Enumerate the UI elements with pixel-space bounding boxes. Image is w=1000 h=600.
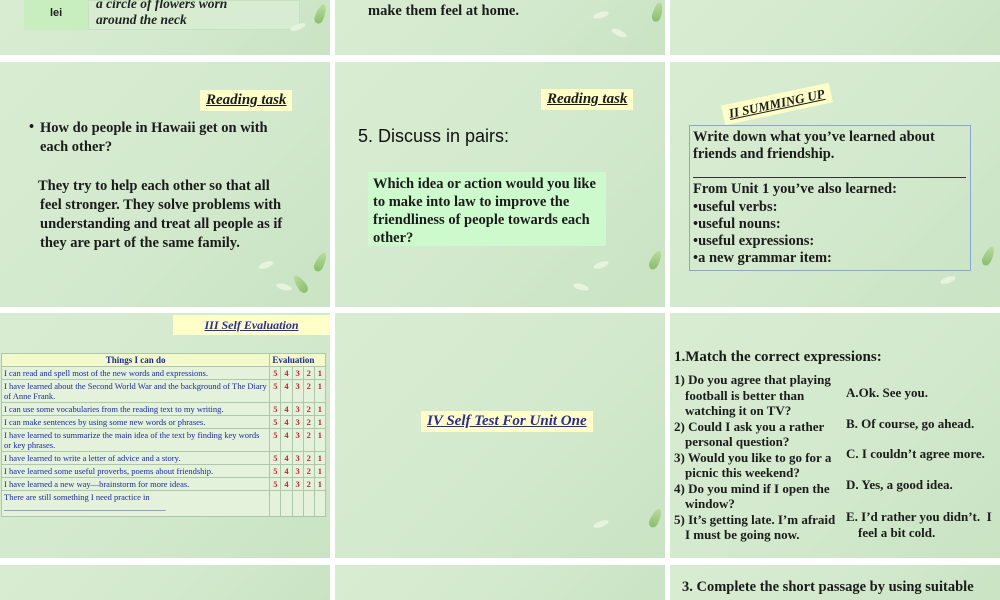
leaf-decoration <box>313 3 328 25</box>
summing-line-7: •a new grammar item: <box>693 250 832 266</box>
reading-task-tag: Reading task <box>200 90 292 111</box>
score-1[interactable]: 1 <box>314 452 325 465</box>
discuss-line-3: friendliness of people towards each <box>373 212 590 228</box>
leaf-decoration <box>291 273 310 295</box>
discuss-line-1: Which idea or action would you like <box>373 176 596 192</box>
summing-line-3: From Unit 1 you’ve also learned: <box>693 181 897 197</box>
evaluation-header: Evaluation <box>270 354 326 367</box>
table-row <box>2 380 326 403</box>
summing-divider <box>693 177 966 178</box>
answer-b: B. Of course, go ahead. <box>846 416 975 431</box>
score-1[interactable]: 1 <box>314 465 325 478</box>
score-3[interactable]: 3 <box>292 380 303 403</box>
empty-cell <box>303 491 314 517</box>
table-row <box>2 452 326 465</box>
slide-bottom-left <box>0 565 330 600</box>
score-5[interactable]: 5 <box>270 465 281 478</box>
slide-vocabulary <box>0 0 330 55</box>
answer-line-1: They try to help each other so that all <box>38 178 270 194</box>
score-4[interactable]: 4 <box>281 452 292 465</box>
answer-line-3: understanding and treat all people as if <box>40 216 283 232</box>
score-1[interactable]: 1 <box>314 403 325 416</box>
answer-a: A.Ok. See you. <box>846 385 928 400</box>
discuss-line-2: to make into law to improve the <box>373 194 570 210</box>
score-4[interactable]: 4 <box>281 429 292 452</box>
score-2[interactable]: 2 <box>303 429 314 452</box>
answer-d: D. Yes, a good idea. <box>846 477 953 492</box>
answer-c: C. I couldn’t agree more. <box>846 446 985 461</box>
complete-passage-text: 3. Complete the short passage by using suitable <box>682 579 974 595</box>
score-2[interactable]: 2 <box>303 465 314 478</box>
score-5[interactable]: 5 <box>270 452 281 465</box>
score-1[interactable]: 1 <box>314 416 325 429</box>
summing-line-1: Write down what you’ve learned about <box>693 129 935 145</box>
score-1[interactable]: 1 <box>314 429 325 452</box>
table-header-row <box>2 354 326 367</box>
petal-decoration <box>592 518 609 529</box>
score-2[interactable]: 2 <box>303 380 314 403</box>
question-2-line-2: personal question? <box>685 434 790 449</box>
petal-decoration <box>592 259 609 270</box>
score-2[interactable]: 2 <box>303 478 314 491</box>
summing-line-2: friends and friendship. <box>693 146 835 162</box>
answer-e-line-2: feel a bit cold. <box>858 525 936 540</box>
score-3[interactable]: 3 <box>292 452 303 465</box>
row-item: I have learned some useful proverbs, poems about friendship. <box>2 465 270 478</box>
slide-top-right <box>670 0 1000 55</box>
table-row <box>2 465 326 478</box>
definition-line-2: around the neck <box>96 12 187 27</box>
things-header: Things I can do <box>2 354 270 367</box>
petal-decoration <box>572 282 589 292</box>
answer-e-line-1: E. I’d rather you didn’t. I <box>846 509 992 524</box>
score-3[interactable]: 3 <box>292 429 303 452</box>
row-item: I can use some vocabularies from the reading text to my writing. <box>2 403 270 416</box>
leaf-decoration <box>980 245 997 267</box>
table-row <box>2 416 326 429</box>
score-5[interactable]: 5 <box>270 367 281 380</box>
row-item: I have learned to write a letter of advice and a story. <box>2 452 270 465</box>
score-2[interactable]: 2 <box>303 367 314 380</box>
question-line-1: How do people in Hawaii get on with <box>40 120 268 136</box>
self-test-tag: IV Self Test For Unit One <box>421 411 593 432</box>
question-3-line-1: 3) Would you like to go for a <box>674 449 832 465</box>
score-5[interactable]: 5 <box>270 403 281 416</box>
match-heading: 1.Match the correct expressions: <box>674 349 882 365</box>
score-1[interactable]: 1 <box>314 478 325 491</box>
row-item-practice <box>2 491 270 517</box>
score-3[interactable]: 3 <box>292 416 303 429</box>
definition-line-1: a circle of flowers worn <box>96 0 228 11</box>
score-1[interactable]: 1 <box>314 380 325 403</box>
row-item: I have learned about the Second World War and the background of The Diary of Anne Frank. <box>2 380 270 403</box>
score-4[interactable]: 4 <box>281 403 292 416</box>
slide-summing-up <box>670 62 1000 307</box>
table-row <box>2 478 326 491</box>
term-text: lei <box>50 7 63 19</box>
score-2[interactable]: 2 <box>303 403 314 416</box>
table-row <box>2 403 326 416</box>
leaf-decoration <box>647 249 664 271</box>
leaf-decoration <box>312 251 329 273</box>
score-5[interactable]: 5 <box>270 380 281 403</box>
answer-line-4: they are part of the same family. <box>40 235 240 251</box>
question-1-line-1: 1) Do you agree that playing <box>674 372 831 387</box>
petal-decoration <box>257 259 274 270</box>
empty-cell <box>270 491 281 517</box>
summing-line-4: •useful verbs: <box>693 199 778 215</box>
question-4-line-2: window? <box>685 496 735 511</box>
reading-task-tag: Reading task <box>541 89 633 110</box>
petal-decoration <box>610 27 627 39</box>
score-4[interactable]: 4 <box>281 367 292 380</box>
score-4[interactable]: 4 <box>281 416 292 429</box>
score-4[interactable]: 4 <box>281 465 292 478</box>
question-line-2: each other? <box>40 139 113 155</box>
row-item: I can read and spell most of the new words and expressions. <box>2 367 270 380</box>
question-2-line-1: 2) Could I ask you a rather <box>674 418 825 434</box>
definition-cell <box>88 0 300 30</box>
slide-self-test <box>335 313 665 558</box>
answer-line-2: feel stronger. They solve problems with <box>40 197 282 213</box>
score-3[interactable]: 3 <box>292 465 303 478</box>
question-1-line-3: watching it on TV? <box>685 403 792 418</box>
score-5[interactable]: 5 <box>270 416 281 429</box>
slide-bottom-middle <box>335 565 665 600</box>
slide-reading-task-1 <box>0 62 330 307</box>
score-5[interactable]: 5 <box>270 429 281 452</box>
score-3[interactable]: 3 <box>292 478 303 491</box>
slide-match-expressions <box>670 313 1000 558</box>
summing-line-6: •useful expressions: <box>693 233 815 249</box>
leaf-decoration <box>647 507 664 529</box>
score-4[interactable]: 4 <box>281 380 292 403</box>
table-row <box>2 429 326 452</box>
score-3[interactable]: 3 <box>292 403 303 416</box>
leaf-decoration <box>651 1 665 23</box>
score-2[interactable]: 2 <box>303 452 314 465</box>
top-middle-text: make them feel at home. <box>368 3 519 19</box>
bullet: • <box>29 119 35 135</box>
petal-decoration <box>592 10 609 20</box>
question-4-line-1: 4) Do you mind if I open the <box>674 480 830 496</box>
question-3-line-2: picnic this weekend? <box>685 465 800 480</box>
empty-cell <box>281 491 292 517</box>
slide-bottom-right <box>670 565 1000 600</box>
slide-reading-task-2 <box>335 62 665 307</box>
summing-line-5: •useful nouns: <box>693 216 781 232</box>
slide-top-middle <box>335 0 665 55</box>
empty-cell <box>314 491 325 517</box>
summing-up-tag: II SUMMING UP <box>721 83 832 125</box>
row-item: I have learned a new way—brainstorm for more ideas. <box>2 478 270 491</box>
self-evaluation-tag: III Self Evaluation <box>173 315 330 335</box>
empty-cell <box>292 491 303 517</box>
term-cell <box>24 0 88 30</box>
score-4[interactable]: 4 <box>281 478 292 491</box>
score-1[interactable]: 1 <box>314 367 325 380</box>
petal-decoration <box>939 274 956 285</box>
score-2[interactable]: 2 <box>303 416 314 429</box>
petal-decoration <box>275 282 292 292</box>
score-3[interactable]: 3 <box>292 367 303 380</box>
score-5[interactable]: 5 <box>270 478 281 491</box>
table-row <box>2 367 326 380</box>
practice-blank[interactable]: ______________________________________ <box>4 502 166 512</box>
evaluation-table <box>1 353 326 517</box>
question-1-line-2: football is better than <box>685 387 805 403</box>
question-5-line-1: 5) It’s getting late. I’m afraid <box>674 511 836 527</box>
table-row <box>2 491 326 517</box>
slide-self-evaluation <box>0 313 330 558</box>
row-item: I have learned to summarize the main idea of the text by finding key words or key phrases. <box>2 429 270 452</box>
row-item: I can make sentences by using some new words or phrases. <box>2 416 270 429</box>
question-5-line-2: I must be going now. <box>685 527 800 542</box>
discuss-line-4: other? <box>373 230 414 246</box>
practice-text: There are still something I need practice in <box>4 492 150 502</box>
discuss-heading: 5. Discuss in pairs: <box>358 126 510 146</box>
